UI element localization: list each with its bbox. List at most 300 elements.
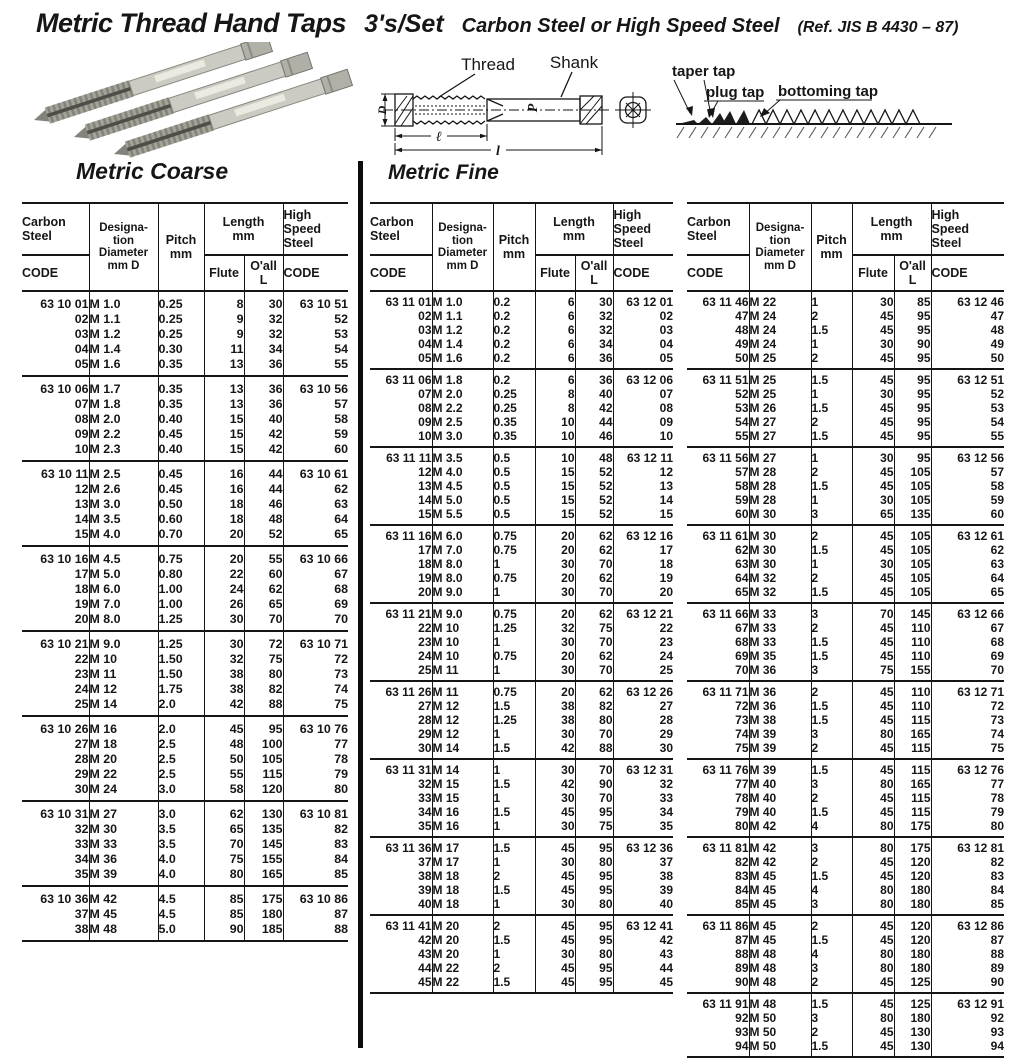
cell-carbon-steel-code: 45: [418, 975, 432, 989]
col-header-high-speed-steel: [613, 203, 673, 255]
cell-high-speed-steel-code: 38: [613, 869, 673, 883]
cell-high-speed-steel-code: 67: [283, 566, 348, 581]
cell-pitch: 1: [493, 557, 535, 571]
cell-high-speed-steel-code: 33: [613, 791, 673, 805]
cell-flute-length: 30: [852, 557, 894, 571]
cell-designation-diameter: M 16: [432, 819, 493, 837]
header-line: Diameter: [755, 247, 805, 259]
cell-overall-length: 75: [244, 651, 283, 666]
cell-high-speed-steel-code: 63 12 16: [613, 525, 673, 543]
cell-carbon-steel-code: 58: [735, 479, 749, 493]
cell-designation-diameter: M 33: [749, 621, 811, 635]
cell-flute-length: 30: [535, 557, 575, 571]
cell-designation-diameter: M 12: [432, 713, 493, 727]
cell-high-speed-steel-code: 68: [931, 635, 1004, 649]
cell-carbon-steel-code: 57: [735, 465, 749, 479]
cell-pitch: 0.35: [158, 376, 204, 396]
cell-flute-length: 13: [204, 396, 244, 411]
col-header-length: [535, 203, 613, 255]
cell-designation-diameter: M 8.0: [432, 557, 493, 571]
cell-pitch: 1.25: [158, 631, 204, 651]
cell-flute-length: 6: [535, 337, 575, 351]
cell-carbon-steel-code: 33: [74, 836, 89, 851]
table-row: [22, 356, 348, 376]
cell-high-speed-steel-code: 05: [613, 351, 673, 369]
material-label: Carbon Steel or High Speed Steel: [461, 15, 780, 37]
cell-high-speed-steel-code: 90: [931, 975, 1004, 993]
cell-high-speed-steel-code: 54: [283, 341, 348, 356]
cell-carbon-steel-code: 09: [418, 415, 432, 429]
cell-designation-diameter: M 9.0: [432, 585, 493, 603]
cell-overall-length: 36: [244, 376, 283, 396]
cell-flute-length: 45: [852, 805, 894, 819]
cell-carbon-steel-code: 44: [418, 961, 432, 975]
col-header-high-speed-steel: [931, 203, 1004, 255]
cell-pitch: 1.5: [811, 635, 852, 649]
cell-designation-diameter: M 18: [432, 883, 493, 897]
cell-flute-length: 30: [204, 631, 244, 651]
cell-carbon-steel-code: 63 11 01: [385, 295, 432, 309]
cell-high-speed-steel-code: 52: [283, 311, 348, 326]
cell-overall-length: 30: [575, 291, 613, 309]
cell-high-speed-steel-code: 58: [931, 479, 1004, 493]
cell-flute-length: 10: [535, 415, 575, 429]
cell-carbon-steel-code: 63 10 01: [40, 296, 89, 311]
cell-overall-length: 125: [894, 993, 931, 1011]
col-header-oall: [244, 255, 283, 291]
cell-pitch: 3: [811, 961, 852, 975]
cell-carbon-steel-code: 68: [735, 635, 749, 649]
table-row: [22, 766, 348, 781]
cell-pitch: 0.75: [493, 571, 535, 585]
cell-overall-length: 175: [894, 837, 931, 855]
cell-overall-length: 185: [244, 921, 283, 941]
cell-overall-length: 48: [244, 511, 283, 526]
cell-overall-length: 120: [244, 781, 283, 801]
cell-high-speed-steel-code: 63 10 61: [283, 461, 348, 481]
table-row: [22, 886, 348, 906]
cell-designation-diameter: M 2.5: [89, 461, 158, 481]
cell-pitch: 1.5: [493, 699, 535, 713]
cell-carbon-steel-code: 63 11 86: [687, 915, 749, 933]
plug-tap-label: plug tap: [706, 84, 765, 101]
cell-carbon-steel-code: 54: [735, 415, 749, 429]
cell-pitch: 2: [811, 415, 852, 429]
table-row: [22, 651, 348, 666]
cell-carbon-steel-code: 63 11 26: [370, 681, 432, 699]
cell-pitch: 2: [811, 309, 852, 323]
cell-pitch: 1.5: [811, 1039, 852, 1057]
cell-overall-length: 32: [244, 311, 283, 326]
cell-high-speed-steel-code: 73: [283, 666, 348, 681]
cell-flute-length: 45: [852, 1039, 894, 1057]
cell-high-speed-steel-code: 08: [613, 401, 673, 415]
cell-carbon-steel-code: 73: [735, 713, 749, 727]
cell-overall-length: 110: [894, 681, 931, 699]
cell-carbon-steel-code: 63 11 41: [370, 915, 432, 933]
cell-high-speed-steel-code: 52: [931, 387, 1004, 401]
cell-pitch: 2.5: [158, 736, 204, 751]
cell-carbon-steel-code: 34: [418, 805, 432, 819]
cell-high-speed-steel-code: 54: [931, 415, 1004, 429]
cell-high-speed-steel-code: 85: [283, 866, 348, 886]
cell-flute-length: 45: [852, 543, 894, 557]
table-row: [22, 326, 348, 341]
table-row: [687, 309, 1004, 323]
cell-flute-length: 45: [852, 933, 894, 947]
cell-flute-length: 45: [852, 759, 894, 777]
cell-designation-diameter: M 39: [749, 759, 811, 777]
cell-designation-diameter: M 2.6: [89, 481, 158, 496]
cell-carbon-steel-code: 78: [735, 791, 749, 805]
table-row: [687, 699, 1004, 713]
cell-high-speed-steel-code: 34: [613, 805, 673, 819]
header-line: Pitch: [498, 233, 530, 247]
cell-designation-diameter: M 5.0: [89, 566, 158, 581]
cell-designation-diameter: M 45: [749, 869, 811, 883]
cell-pitch: 0.45: [158, 461, 204, 481]
cell-flute-length: 45: [852, 699, 894, 713]
cell-designation-diameter: M 27: [89, 801, 158, 821]
cell-designation-diameter: M 30: [89, 821, 158, 836]
cell-pitch: 1: [493, 947, 535, 961]
cell-flute-length: 30: [535, 585, 575, 603]
cell-overall-length: 115: [894, 759, 931, 777]
cell-carbon-steel-code: 15: [74, 526, 89, 541]
cell-pitch: 1: [493, 727, 535, 741]
cell-pitch: 2: [811, 681, 852, 699]
table-row: [370, 415, 673, 429]
cell-high-speed-steel-code: 75: [931, 741, 1004, 759]
cell-high-speed-steel-code: 78: [931, 791, 1004, 805]
cell-high-speed-steel-code: 30: [613, 741, 673, 759]
table-row: [370, 699, 673, 713]
table-row: [687, 387, 1004, 401]
table-row: [687, 465, 1004, 479]
cell-flute-length: 80: [204, 866, 244, 886]
cell-overall-length: 62: [575, 681, 613, 699]
cell-designation-diameter: M 50: [749, 1039, 811, 1057]
table-row: [22, 781, 348, 801]
cell-carbon-steel-code: 94: [735, 1039, 749, 1053]
cell-designation-diameter: M 48: [749, 993, 811, 1011]
cell-carbon-steel-code: 17: [74, 566, 89, 581]
header-line: Steel: [22, 229, 52, 243]
header-line: Steel: [613, 236, 644, 250]
cell-designation-diameter: M 17: [432, 855, 493, 869]
table-row: [22, 566, 348, 581]
cell-carbon-steel-code: 90: [735, 975, 749, 989]
cell-flute-length: 26: [204, 596, 244, 611]
cell-high-speed-steel-code: 69: [283, 596, 348, 611]
cell-pitch: 4: [811, 819, 852, 837]
cell-overall-length: 105: [894, 479, 931, 493]
cell-flute-length: 30: [852, 291, 894, 309]
cell-flute-length: 6: [535, 291, 575, 309]
cell-overall-length: 180: [894, 897, 931, 915]
cell-designation-diameter: M 12: [432, 727, 493, 741]
cell-high-speed-steel-code: 79: [283, 766, 348, 781]
cell-flute-length: 70: [852, 603, 894, 621]
cell-flute-length: 45: [852, 993, 894, 1011]
cell-flute-length: 38: [535, 699, 575, 713]
cell-carbon-steel-code: 49: [735, 337, 749, 351]
cell-overall-length: 48: [575, 447, 613, 465]
cell-high-speed-steel-code: 04: [613, 337, 673, 351]
table-row: [22, 666, 348, 681]
cell-overall-length: 105: [894, 493, 931, 507]
cell-overall-length: 165: [894, 727, 931, 741]
cell-pitch: 0.2: [493, 323, 535, 337]
cell-designation-diameter: M 32: [749, 571, 811, 585]
cell-pitch: 4.5: [158, 886, 204, 906]
cell-high-speed-steel-code: 69: [931, 649, 1004, 663]
cell-flute-length: 45: [852, 323, 894, 337]
table-row: [370, 713, 673, 727]
cell-designation-diameter: M 39: [749, 727, 811, 741]
cell-high-speed-steel-code: 15: [613, 507, 673, 525]
cell-designation-diameter: M 28: [749, 493, 811, 507]
cell-designation-diameter: M 33: [89, 836, 158, 851]
cell-high-speed-steel-code: 22: [613, 621, 673, 635]
cell-pitch: 2: [811, 915, 852, 933]
cell-pitch: 3: [811, 603, 852, 621]
cell-high-speed-steel-code: 63 12 21: [613, 603, 673, 621]
col-header-flute: Flute: [204, 255, 244, 291]
cell-carbon-steel-code: 48: [735, 323, 749, 337]
cell-flute-length: 6: [535, 351, 575, 369]
cell-carbon-steel-code: 15: [418, 507, 432, 521]
cell-designation-diameter: M 1.6: [432, 351, 493, 369]
cell-carbon-steel-code: 19: [418, 571, 432, 585]
cell-flute-length: 15: [204, 411, 244, 426]
cell-high-speed-steel-code: 80: [931, 819, 1004, 837]
cell-flute-length: 8: [204, 291, 244, 311]
cell-high-speed-steel-code: 55: [283, 356, 348, 376]
cell-flute-length: 6: [535, 369, 575, 387]
cell-designation-diameter: M 50: [749, 1011, 811, 1025]
cell-flute-length: 65: [204, 821, 244, 836]
cell-overall-length: 85: [894, 291, 931, 309]
page-title: Metric Thread Hand Taps: [36, 8, 347, 38]
cell-overall-length: 165: [894, 777, 931, 791]
cell-flute-length: 70: [204, 836, 244, 851]
cell-flute-length: 45: [852, 649, 894, 663]
cell-overall-length: 105: [894, 525, 931, 543]
cell-high-speed-steel-code: 77: [931, 777, 1004, 791]
cell-carbon-steel-code: 12: [74, 481, 89, 496]
cell-high-speed-steel-code: 09: [613, 415, 673, 429]
cell-pitch: 0.35: [158, 356, 204, 376]
cell-overall-length: 42: [575, 401, 613, 415]
table-row: [687, 777, 1004, 791]
cell-designation-diameter: M 1.4: [432, 337, 493, 351]
cell-carbon-steel-code: 63 11 81: [687, 837, 749, 855]
cell-pitch: 0.5: [493, 479, 535, 493]
cell-overall-length: 62: [575, 603, 613, 621]
cell-overall-length: 105: [894, 465, 931, 479]
table-row: [687, 1011, 1004, 1025]
cell-flute-length: 55: [204, 766, 244, 781]
cell-overall-length: 65: [244, 596, 283, 611]
section-title-metric-fine: Metric Fine: [388, 161, 499, 184]
cell-flute-length: 45: [852, 309, 894, 323]
cell-flute-length: 16: [204, 461, 244, 481]
cell-flute-length: 45: [852, 741, 894, 759]
cell-high-speed-steel-code: 63 12 71: [931, 681, 1004, 699]
header-line: L: [590, 273, 598, 287]
table-row: [687, 603, 1004, 621]
header-line: Designa-: [99, 222, 148, 234]
header-line: mm: [169, 247, 193, 261]
cell-flute-length: 20: [535, 603, 575, 621]
cell-high-speed-steel-code: 37: [613, 855, 673, 869]
cell-high-speed-steel-code: 07: [613, 387, 673, 401]
cell-overall-length: 82: [575, 699, 613, 713]
table-row: [687, 369, 1004, 387]
table-row: [687, 415, 1004, 429]
cell-carbon-steel-code: 83: [735, 869, 749, 883]
cell-carbon-steel-code: 07: [418, 387, 432, 401]
table-row: [22, 821, 348, 836]
cell-overall-length: 95: [575, 961, 613, 975]
cell-high-speed-steel-code: 80: [283, 781, 348, 801]
table-row: [370, 681, 673, 699]
cell-high-speed-steel-code: 88: [283, 921, 348, 941]
cell-designation-diameter: M 1.6: [89, 356, 158, 376]
cell-pitch: 0.80: [158, 566, 204, 581]
cell-designation-diameter: M 8.0: [89, 611, 158, 631]
cell-designation-diameter: M 45: [749, 897, 811, 915]
cell-overall-length: 70: [575, 791, 613, 805]
table-row: [687, 897, 1004, 915]
table-row: [370, 557, 673, 571]
cell-designation-diameter: M 11: [432, 663, 493, 681]
cell-high-speed-steel-code: 94: [931, 1039, 1004, 1057]
cell-designation-diameter: M 40: [749, 791, 811, 805]
cell-pitch: 0.5: [493, 465, 535, 479]
cell-carbon-steel-code: 08: [418, 401, 432, 415]
cell-pitch: 3.5: [158, 821, 204, 836]
header-line: mm: [562, 229, 586, 243]
cell-carbon-steel-code: 63: [735, 557, 749, 571]
reference-label: (Ref. JIS B 4430 – 87): [797, 19, 959, 36]
cell-flute-length: 18: [204, 511, 244, 526]
cell-pitch: 3: [811, 663, 852, 681]
table-row: [370, 947, 673, 961]
cell-pitch: 0.75: [493, 681, 535, 699]
table-row: [22, 291, 348, 311]
cell-high-speed-steel-code: 74: [283, 681, 348, 696]
cell-designation-diameter: M 45: [89, 906, 158, 921]
cell-flute-length: 15: [535, 465, 575, 479]
table-row: [687, 337, 1004, 351]
table-row: [370, 915, 673, 933]
cell-high-speed-steel-code: 29: [613, 727, 673, 741]
cell-high-speed-steel-code: 58: [283, 411, 348, 426]
cell-designation-diameter: M 1.0: [432, 291, 493, 309]
col-header-designation: [749, 203, 811, 291]
cell-designation-diameter: M 42: [749, 819, 811, 837]
header-line: O'all: [580, 259, 608, 273]
cell-carbon-steel-code: 25: [74, 696, 89, 711]
cell-flute-length: 20: [535, 571, 575, 585]
header-line: High: [283, 208, 312, 222]
cell-carbon-steel-code: 43: [418, 947, 432, 961]
cell-designation-diameter: M 33: [749, 603, 811, 621]
cell-high-speed-steel-code: 79: [931, 805, 1004, 819]
shank-dim-label: P: [526, 103, 541, 113]
cell-carbon-steel-code: 60: [735, 507, 749, 521]
tap-photo-illustration: [31, 42, 352, 160]
cell-overall-length: 88: [244, 696, 283, 716]
table-metric-coarse: [22, 202, 348, 942]
cell-overall-length: 82: [244, 681, 283, 696]
cell-carbon-steel-code: 22: [74, 651, 89, 666]
cell-carbon-steel-code: 12: [418, 465, 432, 479]
col-header-oall: [575, 255, 613, 291]
cell-overall-length: 46: [575, 429, 613, 447]
cell-high-speed-steel-code: 63: [931, 557, 1004, 571]
cell-carbon-steel-code: 19: [74, 596, 89, 611]
cell-carbon-steel-code: 27: [418, 699, 432, 713]
cell-flute-length: 9: [204, 326, 244, 341]
cell-overall-length: 115: [244, 766, 283, 781]
cell-pitch: 3: [811, 727, 852, 741]
table-row: [370, 975, 673, 993]
cell-pitch: 0.45: [158, 481, 204, 496]
table-row: [370, 479, 673, 493]
cell-designation-diameter: M 39: [89, 866, 158, 886]
cell-flute-length: 32: [535, 621, 575, 635]
cell-carbon-steel-code: 80: [735, 819, 749, 833]
cell-pitch: 0.25: [158, 326, 204, 341]
table-row: [22, 611, 348, 631]
cell-designation-diameter: M 42: [89, 886, 158, 906]
cell-flute-length: 45: [852, 975, 894, 993]
cell-overall-length: 120: [894, 915, 931, 933]
cell-flute-length: 45: [852, 479, 894, 493]
cell-pitch: 1.5: [811, 479, 852, 493]
cell-high-speed-steel-code: 23: [613, 635, 673, 649]
cell-flute-length: 30: [852, 447, 894, 465]
cell-designation-diameter: M 22: [749, 291, 811, 309]
col-header-code: CODE: [931, 255, 1004, 291]
cell-pitch: 1: [811, 387, 852, 401]
cell-carbon-steel-code: 13: [418, 479, 432, 493]
cell-flute-length: 80: [852, 947, 894, 961]
cell-designation-diameter: M 12: [432, 699, 493, 713]
cell-flute-length: 42: [535, 741, 575, 759]
cell-high-speed-steel-code: 63 12 61: [931, 525, 1004, 543]
cell-overall-length: 52: [575, 465, 613, 479]
cell-pitch: 2: [811, 465, 852, 479]
cell-pitch: 1.5: [493, 883, 535, 897]
cell-designation-diameter: M 30: [749, 507, 811, 525]
cell-flute-length: 80: [852, 961, 894, 975]
cell-overall-length: 125: [894, 975, 931, 993]
cell-carbon-steel-code: 67: [735, 621, 749, 635]
cell-overall-length: 110: [894, 621, 931, 635]
cell-carbon-steel-code: 63 11 66: [687, 603, 749, 621]
cell-pitch: 0.25: [493, 387, 535, 401]
table-row: [687, 883, 1004, 897]
cell-high-speed-steel-code: 77: [283, 736, 348, 751]
cell-flute-length: 30: [204, 611, 244, 631]
cell-carbon-steel-code: 10: [418, 429, 432, 443]
cell-carbon-steel-code: 63 10 11: [22, 461, 89, 481]
cell-designation-diameter: M 32: [749, 585, 811, 603]
